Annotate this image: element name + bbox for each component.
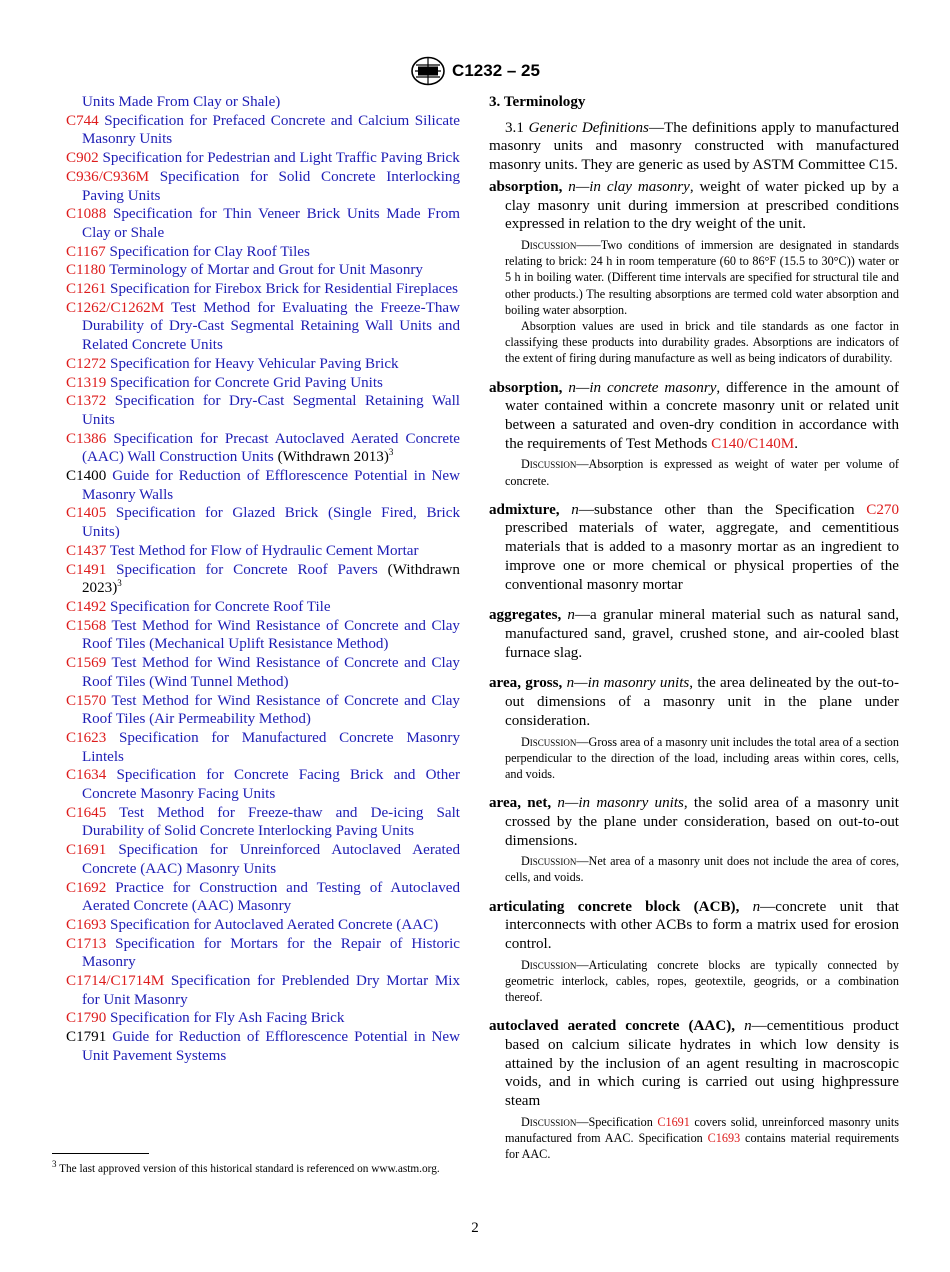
reference-code-link[interactable]: C1623 — [66, 729, 107, 746]
reference-title-link[interactable]: Guide for Reduction of Efflorescence Potential in New Unit Pavement Systems — [82, 1029, 460, 1064]
term-area-net — [489, 794, 899, 850]
discussion-label: Discussion — [521, 457, 577, 472]
reference-code-link[interactable]: C1491 — [66, 561, 107, 578]
reference-title-link[interactable]: Specification for Clay Roof Tiles — [109, 243, 310, 260]
discussion-text: —Specification — [576, 1114, 658, 1129]
reference-code-link[interactable]: C1492 — [66, 598, 107, 615]
reference-code-link[interactable]: C1262/C1262M — [66, 299, 165, 316]
term-definition: , the solid area of a masonry unit crossed by the plane under consideration, based on out-to-out dimensions. — [505, 795, 899, 849]
reference-entry — [66, 1028, 460, 1065]
discussion-absorption-clay — [489, 237, 899, 367]
term-context: —in clay masonry — [575, 178, 690, 195]
term-pos: n — [568, 178, 576, 195]
reference-title-link[interactable]: Test Method for Flow of Hydraulic Cement Mortar — [109, 542, 419, 559]
footnote-mark: 3 — [52, 1159, 57, 1170]
term-area-gross — [489, 674, 899, 730]
reference-entry — [66, 374, 460, 393]
reference-entry — [66, 355, 460, 374]
term-name: absorption, — [489, 379, 563, 396]
term-definition: , the area delineated by the out-to-out dimensions of a masonry unit in the plane under consideration. — [505, 675, 899, 729]
terminology-column — [489, 93, 899, 1162]
reference-title-link[interactable]: Specification for Heavy Vehicular Paving Brick — [110, 355, 399, 372]
reference-title-link[interactable]: Specification for Thin Veneer Brick Units Made From Clay or Shale — [82, 206, 460, 241]
discussion-area-gross — [489, 734, 899, 783]
term-definition-cont: prescribed materials of water, aggregate, and cementitious materials that is added to a masonry mortar as an ingredient to improve one or more chemical or physical properties of the conventional masonry mortar — [505, 520, 899, 593]
link-c140[interactable]: C140/C140M — [711, 435, 795, 452]
reference-entry — [66, 935, 460, 972]
reference-entry — [66, 149, 460, 168]
reference-entry — [66, 879, 460, 916]
reference-code-link[interactable]: C1714/C1714M — [66, 973, 165, 990]
reference-code-link[interactable]: C1691 — [66, 842, 107, 859]
term-absorption-clay — [489, 178, 899, 234]
intro-text: —The definitions apply to manufactured masonry units and masonry constructed with manufactured masonry units. They are generic as used by ASTM Committee C15. — [489, 119, 900, 174]
reference-code-link[interactable]: C1405 — [66, 505, 107, 522]
reference-status: (Withdrawn 2013) — [273, 449, 389, 466]
reference-title-link[interactable]: Specification for Firebox Brick for Residential Fireplaces — [110, 281, 458, 298]
reference-title-link[interactable]: Specification for Concrete Roof Pavers — [116, 561, 378, 578]
reference-code-link[interactable]: C936/C936M — [66, 168, 150, 185]
reference-entry — [66, 467, 460, 504]
reference-code-link[interactable]: C1568 — [66, 617, 107, 634]
reference-entry — [66, 972, 460, 1009]
term-articulating-concrete-block — [489, 898, 899, 954]
term-pos: n — [571, 501, 579, 518]
discussion-text: —Gross area of a masonry unit includes the total area of a section perpendicular to the direction of the load, including areas within cores, cells, and voids. — [505, 734, 899, 781]
reference-code-link[interactable]: C744 — [66, 112, 99, 129]
discussion-text-end: contains material requirements for AAC. — [505, 1131, 899, 1162]
reference-title-link[interactable]: Specification for Autoclaved Aerated Concrete (AAC) — [110, 916, 439, 933]
term-name: area, net, — [489, 795, 552, 812]
reference-entry — [66, 561, 460, 598]
term-pos: n — [557, 795, 565, 812]
reference-title-link[interactable]: Test Method for Wind Resistance of Concrete and Clay Roof Tiles (Wind Tunnel Method) — [82, 655, 460, 690]
reference-entry — [66, 804, 460, 841]
reference-title-link[interactable]: Test Method for Wind Resistance of Concrete and Clay Roof Tiles (Mechanical Uplift Resistance Method) — [82, 617, 460, 653]
reference-entry — [66, 261, 460, 280]
reference-entry — [66, 299, 460, 355]
reference-title-link[interactable]: Specification for Pedestrian and Light Traffic Paving Brick — [102, 150, 460, 167]
reference-continuation: Units Made From Clay or Shale) — [82, 94, 281, 110]
term-absorption-concrete — [489, 379, 899, 454]
section-title: 3. Terminology — [489, 94, 586, 110]
footnote-rule — [52, 1153, 149, 1154]
reference-entry — [66, 243, 460, 262]
reference-title-link[interactable]: Specification for Mortars for the Repair of Historic Masonry — [82, 935, 460, 971]
discussion-area-net — [489, 853, 899, 885]
term-definition: —a granular mineral material such as natural sand, manufactured sand, gravel, crushed stone, and air-cooled blast furnace slag. — [505, 607, 899, 661]
reference-entry — [66, 430, 460, 467]
reference-title-link[interactable]: Specification for Unreinforced Autoclaved Aerated Concrete (AAC) Masonry Units — [82, 842, 460, 877]
reference-entry — [66, 617, 460, 654]
reference-title-link[interactable]: Specification for Fly Ash Facing Brick — [110, 1010, 345, 1027]
reference-title-link[interactable]: Practice for Construction and Testing of Autoclaved Aerated Concrete (AAC) Masonry — [82, 879, 460, 915]
discussion-label: Discussion — [521, 734, 577, 749]
term-autoclaved-aerated-concrete — [489, 1017, 899, 1111]
term-name: admixture, — [489, 501, 560, 518]
reference-code-link[interactable]: C1167 — [66, 243, 106, 260]
reference-code-link[interactable]: C1713 — [66, 935, 107, 952]
page-number: 2 — [471, 1220, 479, 1236]
discussion-text: —Articulating concrete blocks are typically connected by geometric interlock, cables, ropes, geotextile, geogrids, or a combination thereof. — [505, 957, 899, 1005]
discussion-text: —Net area of a masonry unit does not include the area of cores, cells, and voids. — [505, 854, 899, 885]
reference-title-link[interactable]: Specification for Concrete Facing Brick and Other Concrete Masonry Facing Units — [82, 767, 460, 803]
reference-entry — [66, 841, 460, 878]
generic-definitions-intro — [489, 119, 899, 175]
term-context: —in concrete masonry — [575, 379, 717, 396]
reference-code-link[interactable]: C1692 — [66, 879, 107, 896]
footnote-reference-mark: 3 — [117, 578, 122, 589]
discussion-acb — [489, 957, 899, 1006]
reference-code-link[interactable]: C1645 — [66, 804, 107, 821]
reference-code-link[interactable]: C902 — [66, 150, 99, 167]
reference-entry — [66, 654, 460, 691]
reference-entry — [66, 392, 460, 429]
discussion-text-2: Absorption values are used in brick and tile standards as one factor in classifying these products into durability grades. Absorptions are indicators of the extent of firing during manufacture as well as being indicators of durability. — [505, 318, 899, 366]
link-c1693[interactable]: C1693 — [707, 1131, 741, 1146]
reference-entry — [66, 112, 460, 149]
term-definition: , difference in the amount of water contained within a concrete masonry unit or related unit between a saturated and oven-dry condition in accordance with the requirements of Test Methods — [505, 379, 899, 452]
term-aggregates — [489, 606, 899, 662]
term-name: absorption, — [489, 178, 563, 195]
reference-code-link: C1791 — [66, 1029, 107, 1046]
reference-title-link[interactable]: Specification for Concrete Grid Paving Units — [110, 374, 383, 391]
reference-title-link[interactable]: Specification for Preblended Dry Mortar Mix for Unit Masonry — [82, 973, 460, 1008]
term-end: . — [794, 435, 798, 452]
reference-title-link[interactable]: Test Method for Evaluating the Freeze-Thaw Durability of Dry-Cast Segmental Retaining Wall Units and Related Concrete Units — [82, 299, 460, 354]
reference-title-link[interactable]: Specification for Prefaced Concrete and Calcium Silicate Masonry Units — [82, 112, 460, 148]
discussion-label: Discussion — [521, 957, 577, 972]
reference-entry — [66, 692, 460, 729]
term-admixture — [489, 501, 899, 595]
footnote — [52, 1159, 461, 1177]
reference-title-link[interactable]: Specification for Solid Concrete Interlocking Paving Units — [82, 168, 460, 204]
link-c1691[interactable]: C1691 — [657, 1114, 690, 1129]
reference-entry — [66, 280, 460, 299]
term-definition: , weight of water picked up by a clay masonry unit during immersion at prescribed conditions expressed in relation to the dry weight of the unit. — [505, 178, 899, 233]
standard-designation: C1232 – 25 — [452, 61, 540, 80]
term-context: —in masonry units — [564, 795, 684, 812]
term-definition: —cementitious product based on calcium silicate hydrates in which low density is attained by the inclusion of an agent resulting in macroscopic voids, and in which curing is carried out using highpressure steam — [505, 1018, 900, 1110]
reference-title-link[interactable]: Specification for Manufactured Concrete Masonry Lintels — [82, 729, 460, 765]
term-name: articulating concrete block (ACB), — [489, 898, 740, 915]
discussion-text: —Absorption is expressed as weight of water per volume of concrete. — [505, 457, 899, 488]
reference-code-link[interactable]: C1570 — [66, 692, 107, 709]
reference-code-link[interactable]: C1180 — [66, 262, 106, 279]
page-header — [0, 56, 950, 86]
reference-entry — [66, 168, 460, 205]
term-pos: n — [566, 675, 575, 692]
reference-title-link[interactable]: Specification for Dry-Cast Segmental Retaining Wall Units — [82, 393, 460, 428]
discussion-label: Discussion — [521, 237, 577, 252]
discussion-text-cont: covers solid, unreinforced masonry units manufactured from AAC. Specification — [505, 1114, 899, 1146]
term-pos: n — [744, 1018, 752, 1035]
reference-entry — [66, 766, 460, 803]
reference-entry — [66, 916, 460, 935]
reference-code-link[interactable]: C1569 — [66, 655, 107, 672]
discussion-absorption-concrete — [489, 456, 899, 488]
discussion-label: Discussion — [521, 1114, 577, 1129]
reference-title-link[interactable]: Test Method for Freeze-thaw and De-icing Salt Durability of Solid Concrete Interlocking Paving Units — [82, 804, 460, 840]
reference-code-link[interactable]: C1088 — [66, 206, 107, 223]
reference-code-link[interactable]: C1272 — [66, 355, 107, 372]
reference-code-link[interactable]: C1693 — [66, 916, 107, 933]
term-pos: n — [568, 379, 576, 396]
reference-code-link[interactable]: C1634 — [66, 767, 107, 784]
referenced-documents-column — [66, 93, 460, 1066]
reference-code-link[interactable]: C1261 — [66, 281, 107, 298]
term-definition: —substance other than the Specification — [578, 501, 867, 518]
reference-title-link[interactable]: Test Method for Wind Resistance of Concrete and Clay Roof Tiles (Air Permeability Method) — [82, 692, 460, 728]
reference-code-link[interactable]: C1372 — [66, 393, 107, 410]
link-c270[interactable]: C270 — [866, 501, 899, 518]
term-name: aggregates, — [489, 607, 562, 624]
reference-code-link: C1400 — [66, 468, 107, 485]
intro-number: 3.1 — [505, 119, 524, 136]
term-pos: n — [752, 898, 761, 915]
reference-entry — [66, 598, 460, 617]
term-definition: —concrete unit that interconnects with other ACBs to form a matrix used for erosion control. — [505, 898, 899, 953]
footnote-text: The last approved version of this historical standard is referenced on www.astm.org. — [59, 1163, 440, 1175]
reference-entry — [66, 1009, 460, 1028]
term-name: autoclaved aerated concrete (AAC), — [489, 1018, 736, 1035]
reference-status: (Withdrawn 2023) — [82, 561, 460, 597]
reference-entry — [66, 542, 460, 561]
reference-entry — [66, 205, 460, 242]
reference-title-link[interactable]: Guide for Reduction of Efflorescence Potential in New Masonry Walls — [82, 468, 460, 503]
reference-code-link[interactable]: C1319 — [66, 374, 107, 391]
reference-code-link[interactable]: C1386 — [66, 430, 107, 447]
reference-title-link[interactable]: Specification for Concrete Roof Tile — [110, 598, 331, 615]
term-name: area, gross, — [489, 675, 563, 692]
reference-entry — [66, 504, 460, 541]
reference-title-link[interactable]: Specification for Precast Autoclaved Aerated Concrete (AAC) Wall Construction Units — [82, 430, 460, 466]
term-context: —in masonry units — [574, 675, 690, 692]
footnote-reference-mark: 3 — [388, 447, 394, 458]
reference-code-link[interactable]: C1790 — [66, 1010, 107, 1027]
discussion-text: ——Two conditions of immersion are designated in standards relating to brick: 24 h in room temperature (60 to 86°F (15.5 to 30°C)) water or 5 h in boiling water. (Different time intervals are specified for structural tile and other products.) The resulting absorptions are termed cold water absorption and boiling water absorption. — [505, 237, 899, 317]
discussion-aac — [489, 1114, 899, 1163]
astm-logo-icon — [410, 56, 446, 86]
reference-code-link[interactable]: C1437 — [66, 542, 107, 559]
reference-title-link[interactable]: Specification for Glazed Brick (Single Fired, Brick Units) — [82, 505, 460, 541]
term-pos: n — [567, 607, 575, 624]
discussion-label: Discussion — [521, 854, 577, 869]
reference-title-link[interactable]: Terminology of Mortar and Grout for Unit Masonry — [109, 262, 423, 279]
reference-entry — [66, 729, 460, 766]
intro-label: Generic Definitions — [528, 119, 649, 136]
